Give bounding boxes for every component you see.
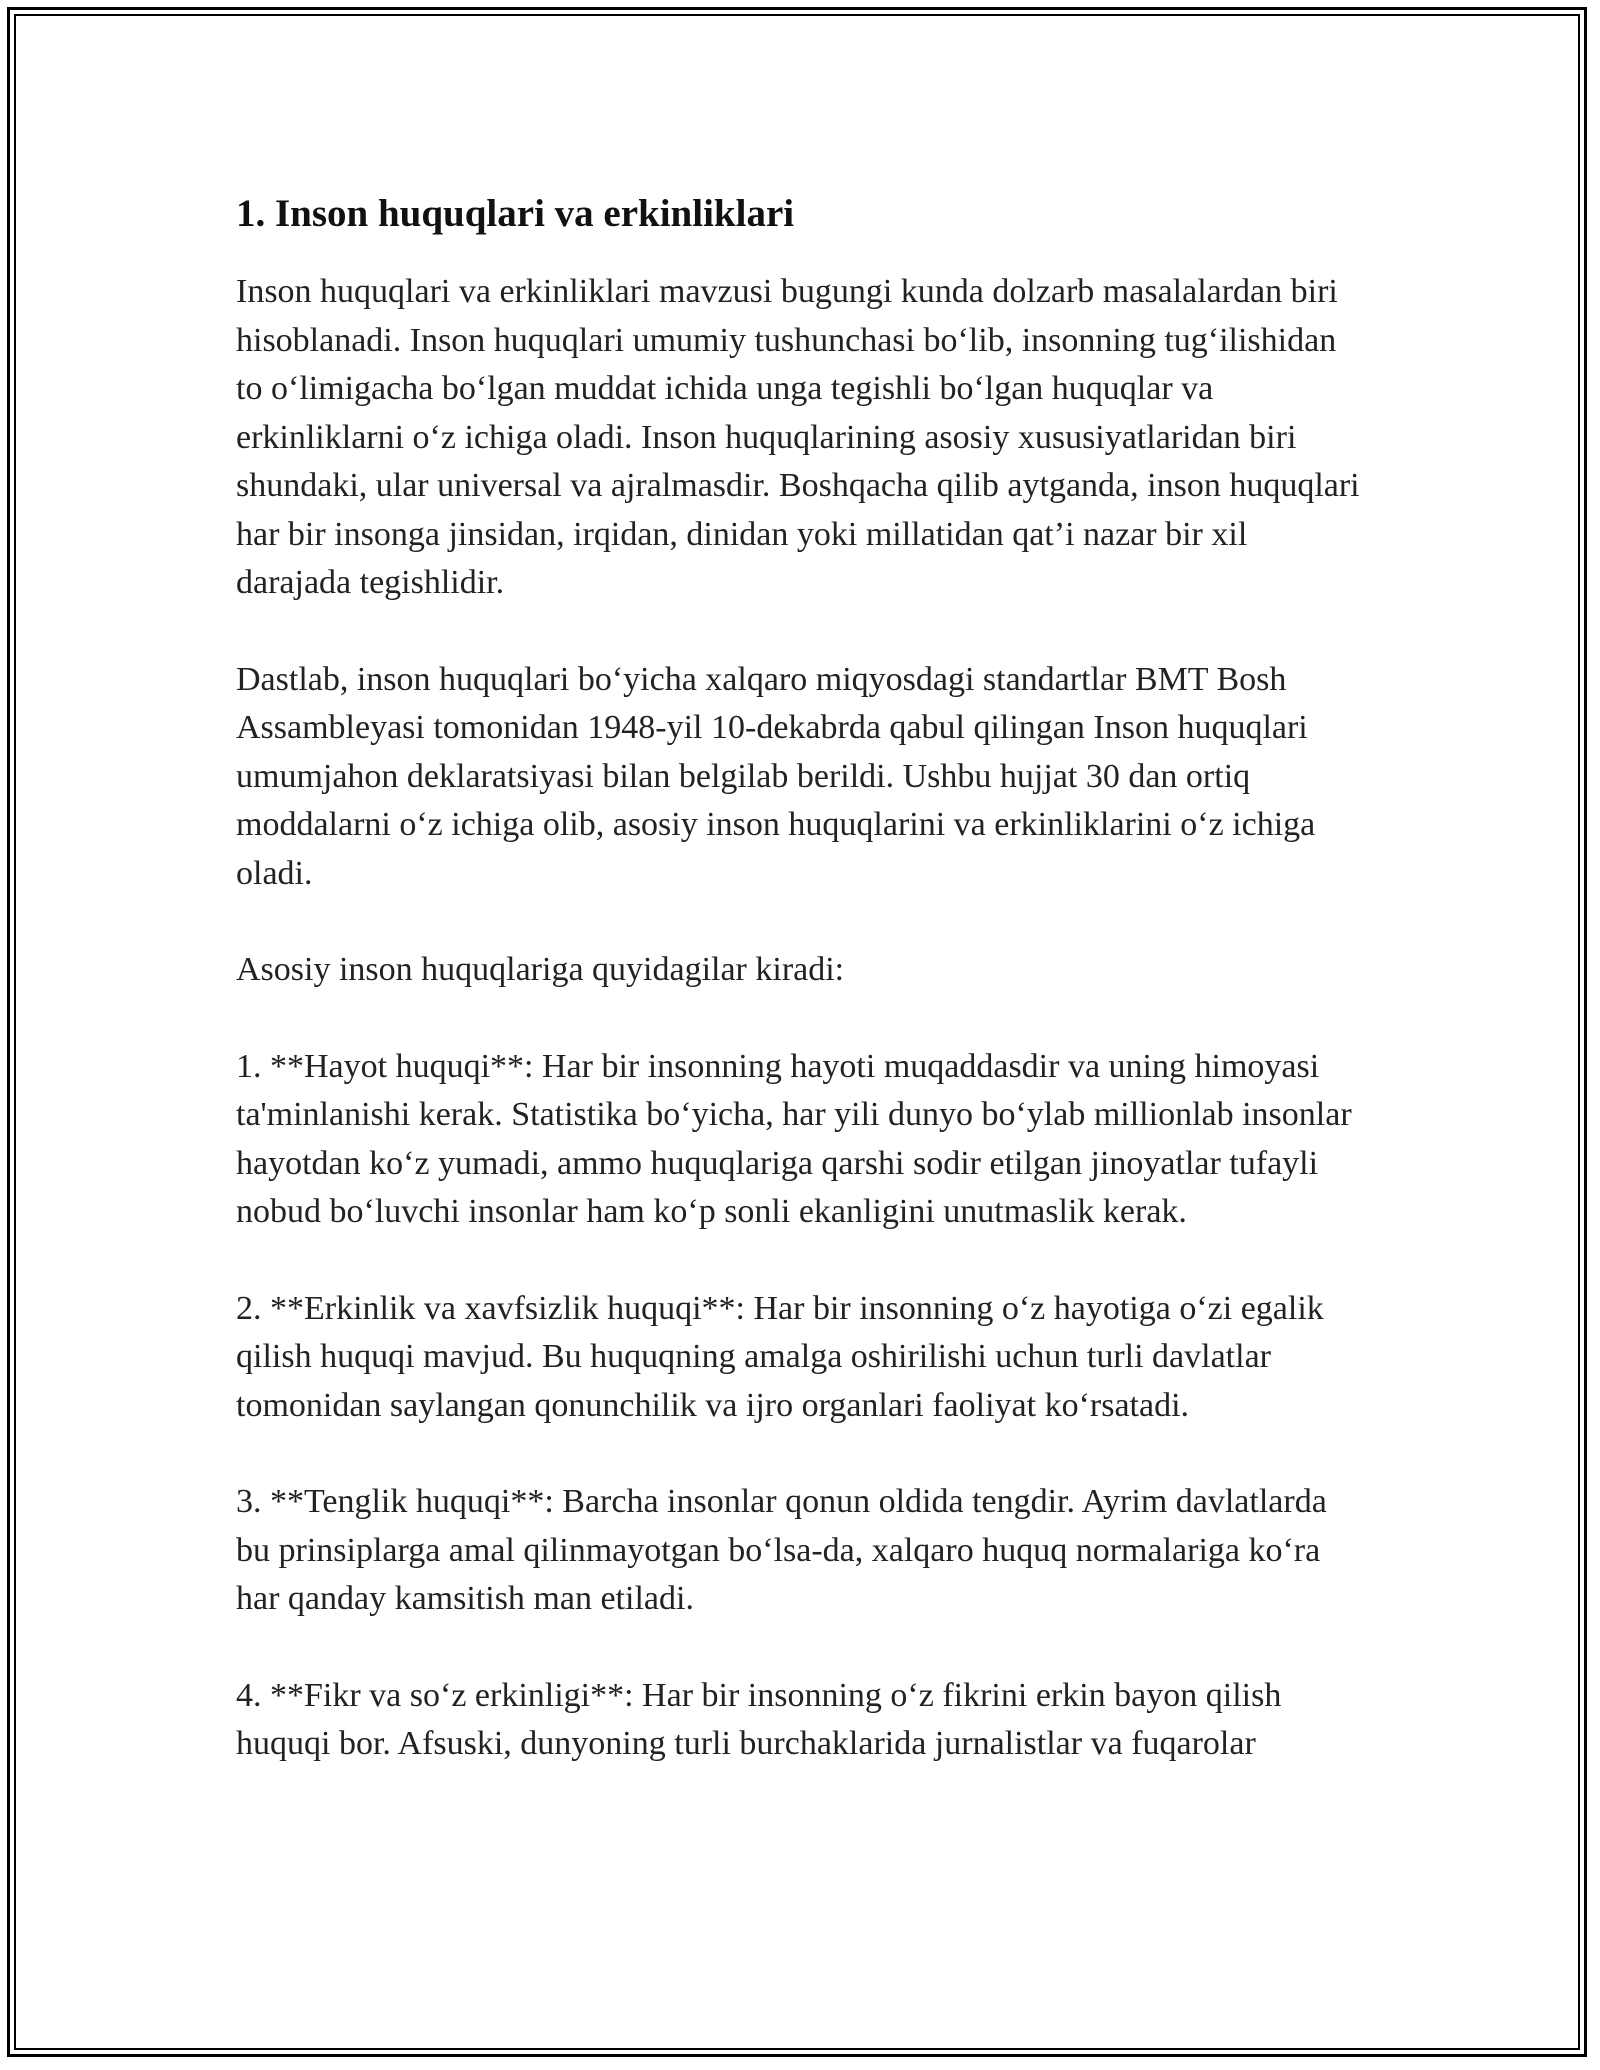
paragraph-right-to-equality: 3. **Tenglik huquqi**: Barcha insonlar qonun oldida tengdir. Ayrim davlatlarda bu prinsiplarga amal qilinmayotgan bo‘lsa-da, xalqaro huquq normalariga ko‘ra har qanday kamsitish man etiladi. bbox=[236, 1483, 1327, 1617]
paragraph-declaration: Dastlab, inson huquqlari bo‘yicha xalqaro miqyosdagi standartlar BMT Bosh Assambleyasi tomonidan 1948-yil 10-dekabrda qabul qilingan Inson huquqlari umumjahon deklaratsiyasi bilan belgilab berildi. Ushbu hujjat 30 dan ortiq moddalarni o‘z ichiga olib, asosiy inson huquqlarini va erkinliklarini o‘z ichiga oladi. bbox=[236, 660, 1316, 892]
paragraph-right-to-life: 1. **Hayot huquqi**: Har bir insonning hayoti muqaddasdir va uning himoyasi ta'minlanishi kerak. Statistika bo‘yicha, har yili dunyo bo‘ylab millionlab insonlar hayotdan ko‘z yumadi, ammo huquqlariga qarshi sodir etilgan jinoyatlar tufayli nobud bo‘luvchi insonlar ham ko‘p sonli ekanligini unutmaslik kerak. bbox=[236, 1047, 1352, 1230]
paragraph-intro: Inson huquqlari va erkinliklari mavzusi bugungi kunda dolzarb masalalardan biri hisoblanadi. Inson huquqlari umumiy tushunchasi bo‘lib, insonning tug‘ilishidan to o‘limigacha bo‘lgan muddat ichida unga tegishli bo‘lgan huquqlar va erkinliklarni o‘z ichiga oladi. Inson huquqlarining asosiy xususiyatlaridan biri shundaki, ular universal va ajralmasdir. Boshqacha qilib aytganda, inson huquqlari har bir insonga jinsidan, irqidan, dinidan yoki millatidan qat’i nazar bir xil darajada tegishlidir. bbox=[236, 273, 1360, 601]
paragraph-list-intro: Asosiy inson huquqlariga quyidagilar kiradi: bbox=[236, 951, 845, 988]
paragraph-freedom-of-speech: 4. **Fikr va so‘z erkinligi**: Har bir insonning o‘z fikrini erkin bayon qilish huquqi bor. Afsuski, dunyoning turli burchaklarida jurnalistlar va fuqarolar bbox=[236, 1676, 1282, 1762]
section-heading: 1. Inson huquqlari va erkinliklari bbox=[236, 192, 795, 235]
document-body bbox=[236, 186, 1368, 1817]
paragraph-right-to-liberty: 2. **Erkinlik va xavfsizlik huquqi**: Har bir insonning o‘z hayotiga o‘zi egalik qilish huquqi mavjud. Bu huquqning amalga oshirilishi uchun turli davlatlar tomonidan saylangan qonunchilik va ijro organlari faoliyat ko‘rsatadi. bbox=[236, 1289, 1324, 1424]
